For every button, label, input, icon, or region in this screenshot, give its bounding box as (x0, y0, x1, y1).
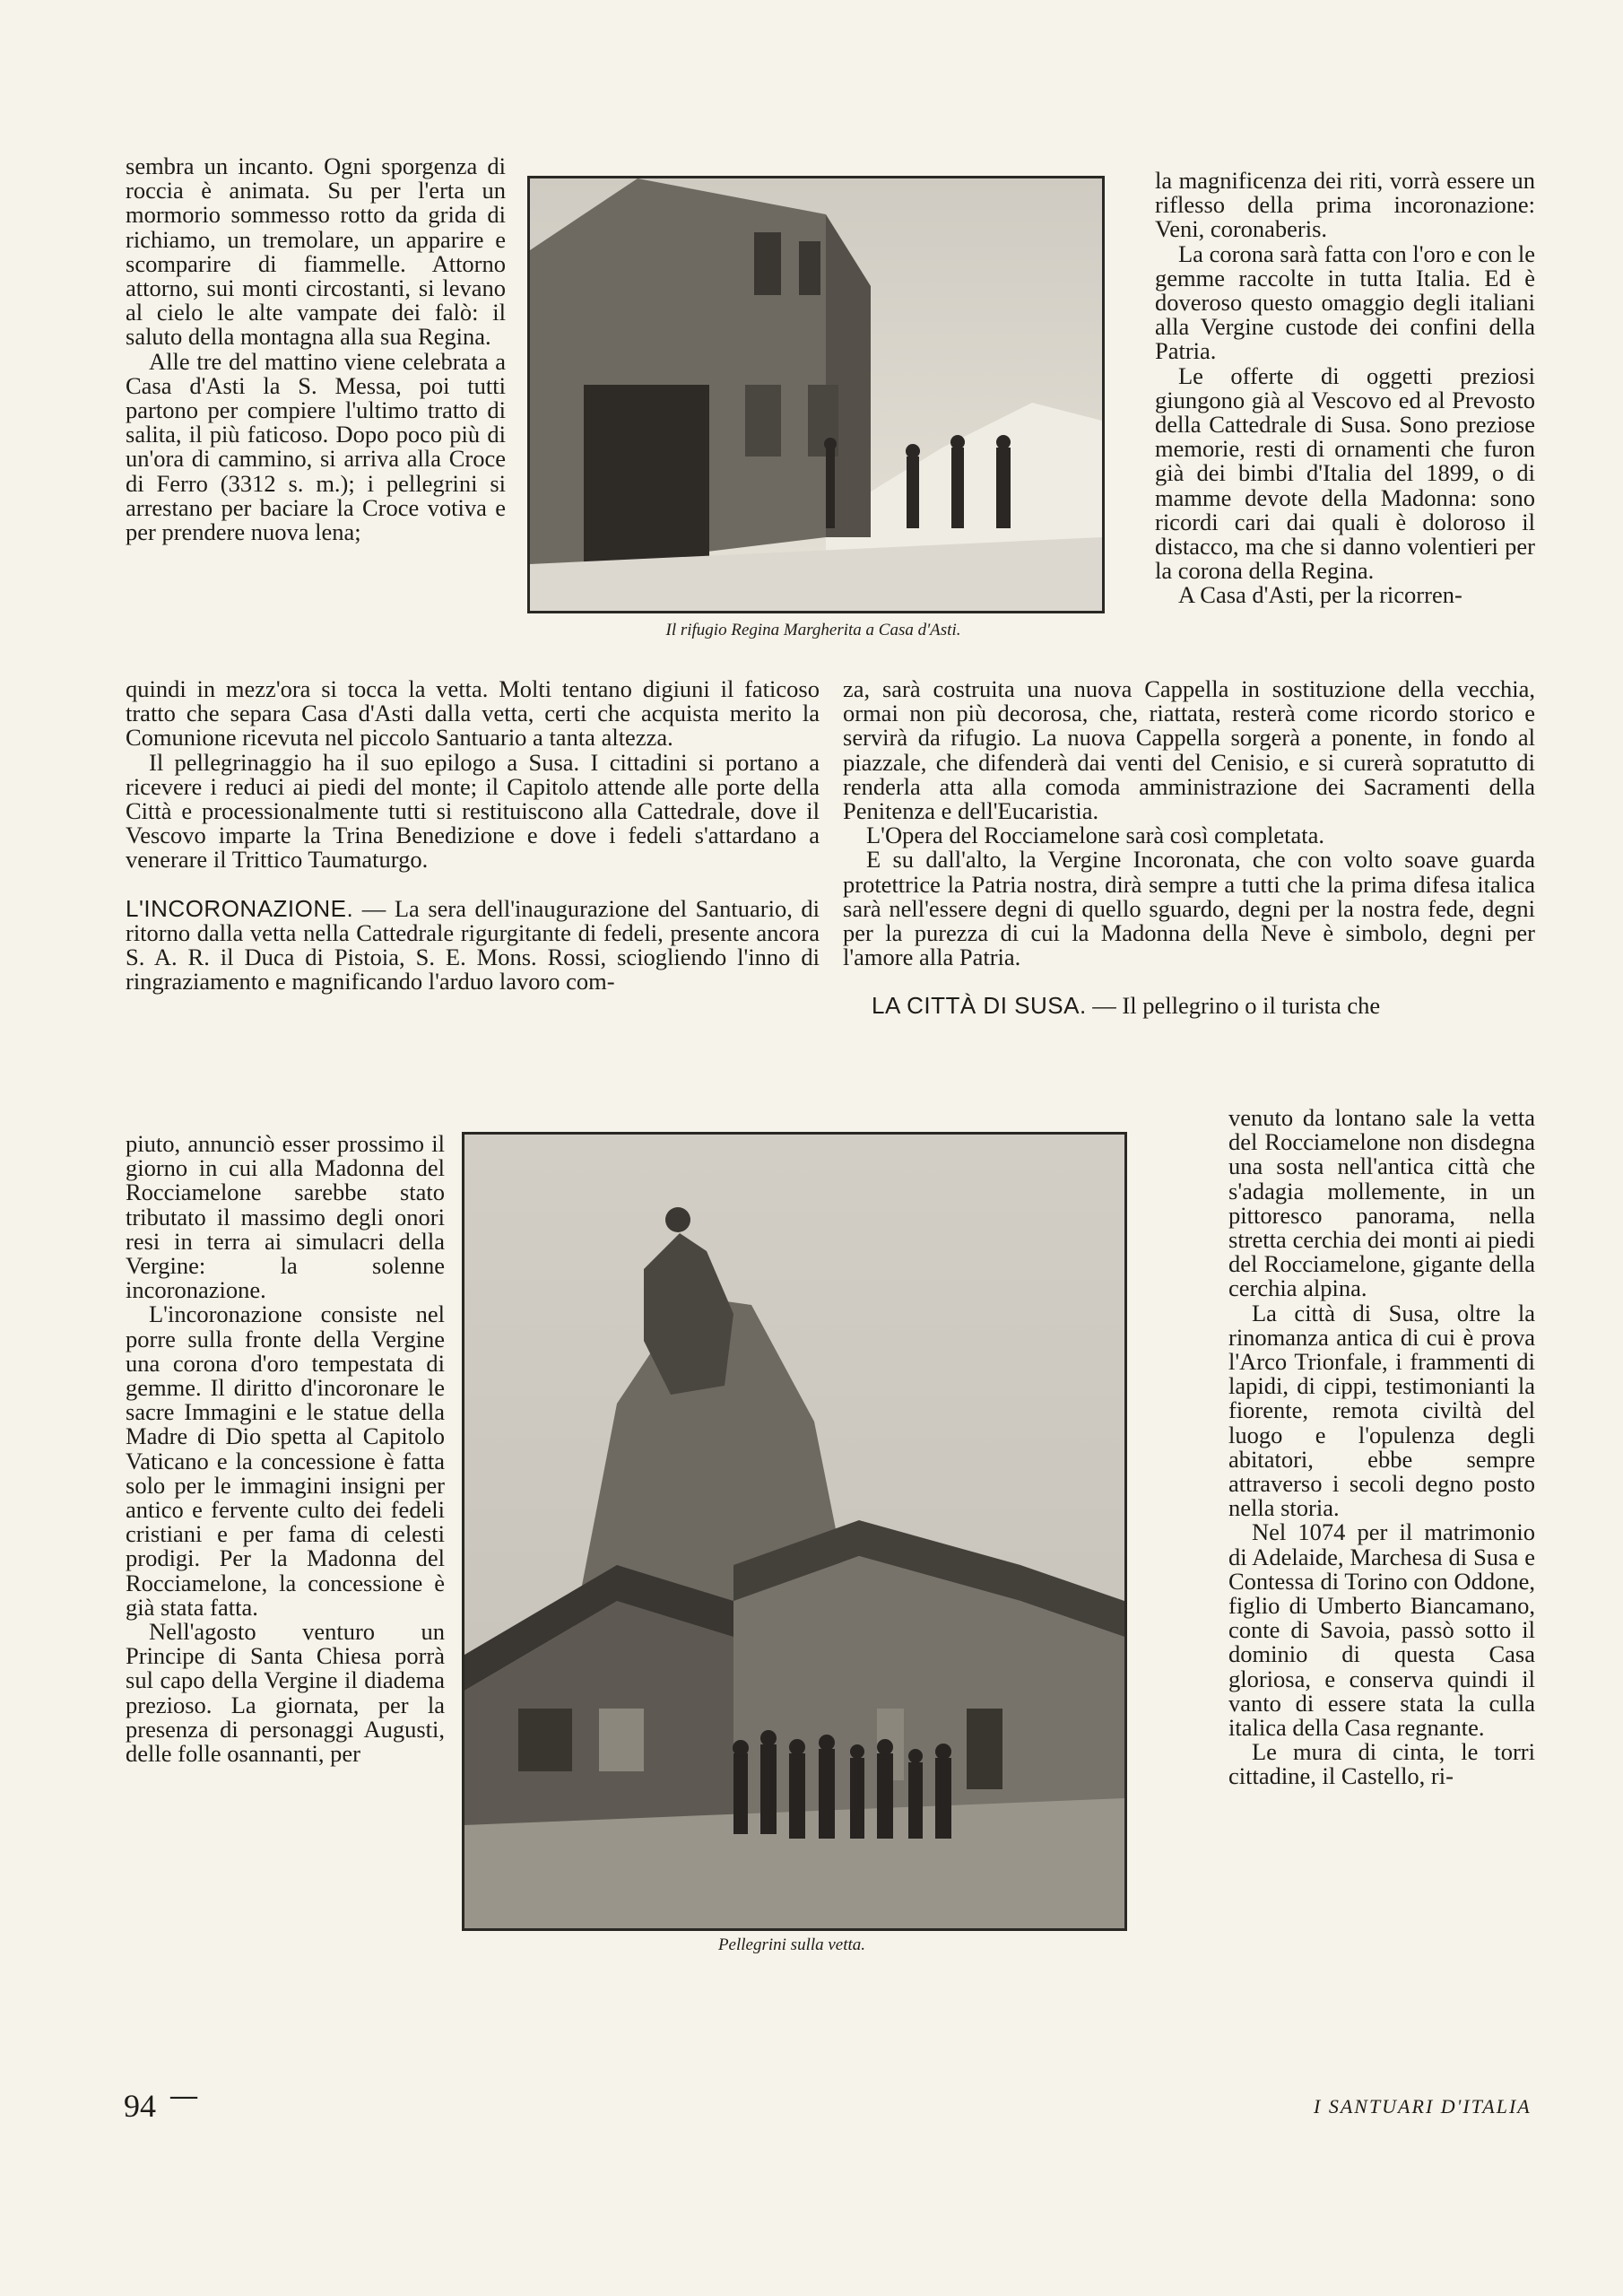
section-heading-incoronazione: L'INCORONAZIONE. (126, 894, 354, 922)
paragraph: venuto da lontano sale la vetta del Rocciamelone non disdegna una sosta nell'antica città che s'adagia mollemente, in un pittoresco panorama, nella stretta cerchia dei monti ai piedi del Rocciamelone, gigante della cerchia alpina. (1228, 1104, 1535, 1302)
left-column-bottom (126, 1132, 445, 1766)
left-column-top (126, 154, 506, 544)
paragraph: La corona sarà fatta con l'oro e con le gemme raccolte in tutta Italia. Ed è doveroso questo omaggio degli italiani alla Vergine custode dei confini della Patria. (1155, 239, 1535, 365)
paragraph: la magnificenza dei riti, vorrà essere un riflesso della prima incoronazione: Veni, coronaberis. (1155, 167, 1535, 243)
susa-paragraph (843, 994, 1535, 1018)
running-footer-title: I SANTUARI D'ITALIA (1314, 2095, 1532, 2118)
paragraph: Nell'agosto venturo un Principe di Santa Chiesa porrà sul capo della Vergine il diadema prezioso. La giornata, per la presenza di personaggi Augusti, delle folle osannanti, per (126, 1618, 445, 1768)
left-wide-block (126, 677, 820, 994)
paragraph: E su dall'alto, la Vergine Incoronata, che con volto soave guarda protettrice la Patria nostra, dirà sempre a tutti che la prima difesa italica sarà nell'essere degni di quello sguardo, degni per la nostra fede, degni per la purezza di cui la Madonna della Neve è simbolo, degni per l'amore alla Patria. (843, 846, 1535, 971)
page-number: 94 (124, 2088, 156, 2124)
paragraph: A Casa d'Asti, per la ricorren- (1178, 581, 1462, 609)
paragraph: quindi in mezz'ora si tocca la vetta. Molti tentano digiuni il faticoso tratto che separa Casa d'Asti dalla vetta, certi che acquista merito la Comunione ricevuta nel piccolo Santuario a tanta altezza. (126, 675, 820, 752)
paragraph-text: — La sera dell'inaugurazione del Santuario, di ritorno dalla vetta nella Cattedrale rigurgitante di fedeli, presente ancora S. A. R. il Duca di Pistoia, S. E. Mons. Rossi, sciogliendo l'inno di ringraziamento e magnificando l'arduo lavoro com- (126, 894, 820, 996)
right-column-top (1155, 169, 1535, 608)
photo-pellegrini (462, 1132, 1127, 1931)
paragraph: L'incoronazione consiste nel porre sulla fronte della Vergine una corona d'oro tempestata di gemme. Il diritto d'incoronare le sacre Immagini e le statue della Madre di Dio spetta al Capitolo Vaticano e la concessione è fatta solo per le immagini insigni per antico e fervente culto dei fedeli cristiani e per fama di celesti prodigi. Per la Madonna del Rocciamelone, la concessione è già stata fatta. (126, 1300, 445, 1621)
incoronazione-paragraph (126, 894, 820, 996)
page-number-flourish: — (170, 2081, 197, 2110)
paragraph: Le offerte di oggetti preziosi giungono già al Vescovo ed al Prevosto della Cattedrale di Susa. Sono preziose memorie, resti di ornamenti che furon già dei bimbi d'Italia del 1899, o di mamme devote della Madonna: sono ricordi cari dai quali è doloroso il distacco, ma che si danno volentieri per la corona della Regina. (1155, 361, 1535, 585)
paragraph: Il pellegrinaggio ha il suo epilogo a Susa. I cittadini si portano a ricevere i reduci ai piedi del monte; il Capitolo attende alle porte della Città e processionalmente tutti si restituiscono alla Cattedrale, dove il Vescovo imparte la Trina Benedizione e dove i fedeli s'attardano a venerare il Trittico Taumaturgo. (126, 748, 820, 874)
section-heading-susa: LA CITTÀ DI SUSA. (872, 992, 1087, 1020)
paragraph: piuto, annunciò esser prossimo il giorno in cui alla Madonna del Rocciamelone sarebbe stato tributato il massimo degli onori resi in terra ai simulacri della Vergine: la solenne incoronazione. (126, 1130, 445, 1304)
paragraph: Nel 1074 per il matrimonio di Adelaide, Marchesa di Susa e Contessa di Torino con Oddone, figlio di Umberto Biancamano, conte di Savoia, passò sotto il dominio di questa Casa gloriosa, e conserva quindi il vanto di essere stata la culla italica della Casa regnante. (1228, 1518, 1535, 1742)
paragraph: Alle tre del mattino viene celebrata a Casa d'Asti la S. Messa, poi tutti partono per compiere l'ultimo tratto di salita, il più faticoso. Dopo poco più di un'ora di cammino, si arriva alla Croce di Ferro (3312 s. m.); i pellegrini si arrestano per baciare la Croce votiva e per prendere nuova lena; (126, 347, 506, 546)
paragraph: Le mura di cinta, le torri cittadine, il Castello, ri- (1228, 1738, 1535, 1790)
paragraph-text: — Il pellegrino o il turista che (1086, 992, 1381, 1020)
paragraph: L'Opera del Rocciamelone sarà così completata. (866, 822, 1324, 849)
pellegrini-illustration (464, 1135, 1124, 1928)
paragraph: sembra un incanto. Ogni sporgenza di roccia è animata. Su per l'erta un mormorio sommesso rotto da grida di richiamo, un tremolare, un apparire e scomparire di fiammelle. Attorno attorno, sui monti circostanti, si levano al cielo le alte vampate dei falò: il saluto della montagna alla sua Regina. (126, 152, 506, 351)
rifugio-illustration (530, 178, 1102, 611)
paragraph: za, sarà costruita una nuova Cappella in sostituzione della vecchia, ormai non più decorosa, che, riattata, resterà come ricordo storico e servirà da rifugio. La nuova Cappella sorgerà a ponente, in fondo al piazzale, che difenderà dai venti del Cenisio, e si curerà sopratutto di renderla atta alla comoda amministrazione dei Sacramenti della Penitenza e dell'Eucaristia. (843, 675, 1535, 825)
paragraph: La città di Susa, oltre la rinomanza antica di cui è prova l'Arco Trionfale, i frammenti di lapidi, di cippi, testimonianti la fiorente, remota civiltà del luogo e l'opulenza degli abitatori, ebbe sempre attraverso i secoli degno posto nella storia. (1228, 1299, 1535, 1522)
photo-pellegrini-caption: Pellegrini sulla vetta. (717, 1935, 866, 1954)
photo-rifugio (527, 176, 1105, 613)
photo-rifugio-caption: Il rifugio Regina Margherita a Casa d'Asti. (665, 621, 961, 639)
right-column-bottom (1228, 1106, 1535, 1789)
right-wide-block (843, 677, 1535, 1019)
